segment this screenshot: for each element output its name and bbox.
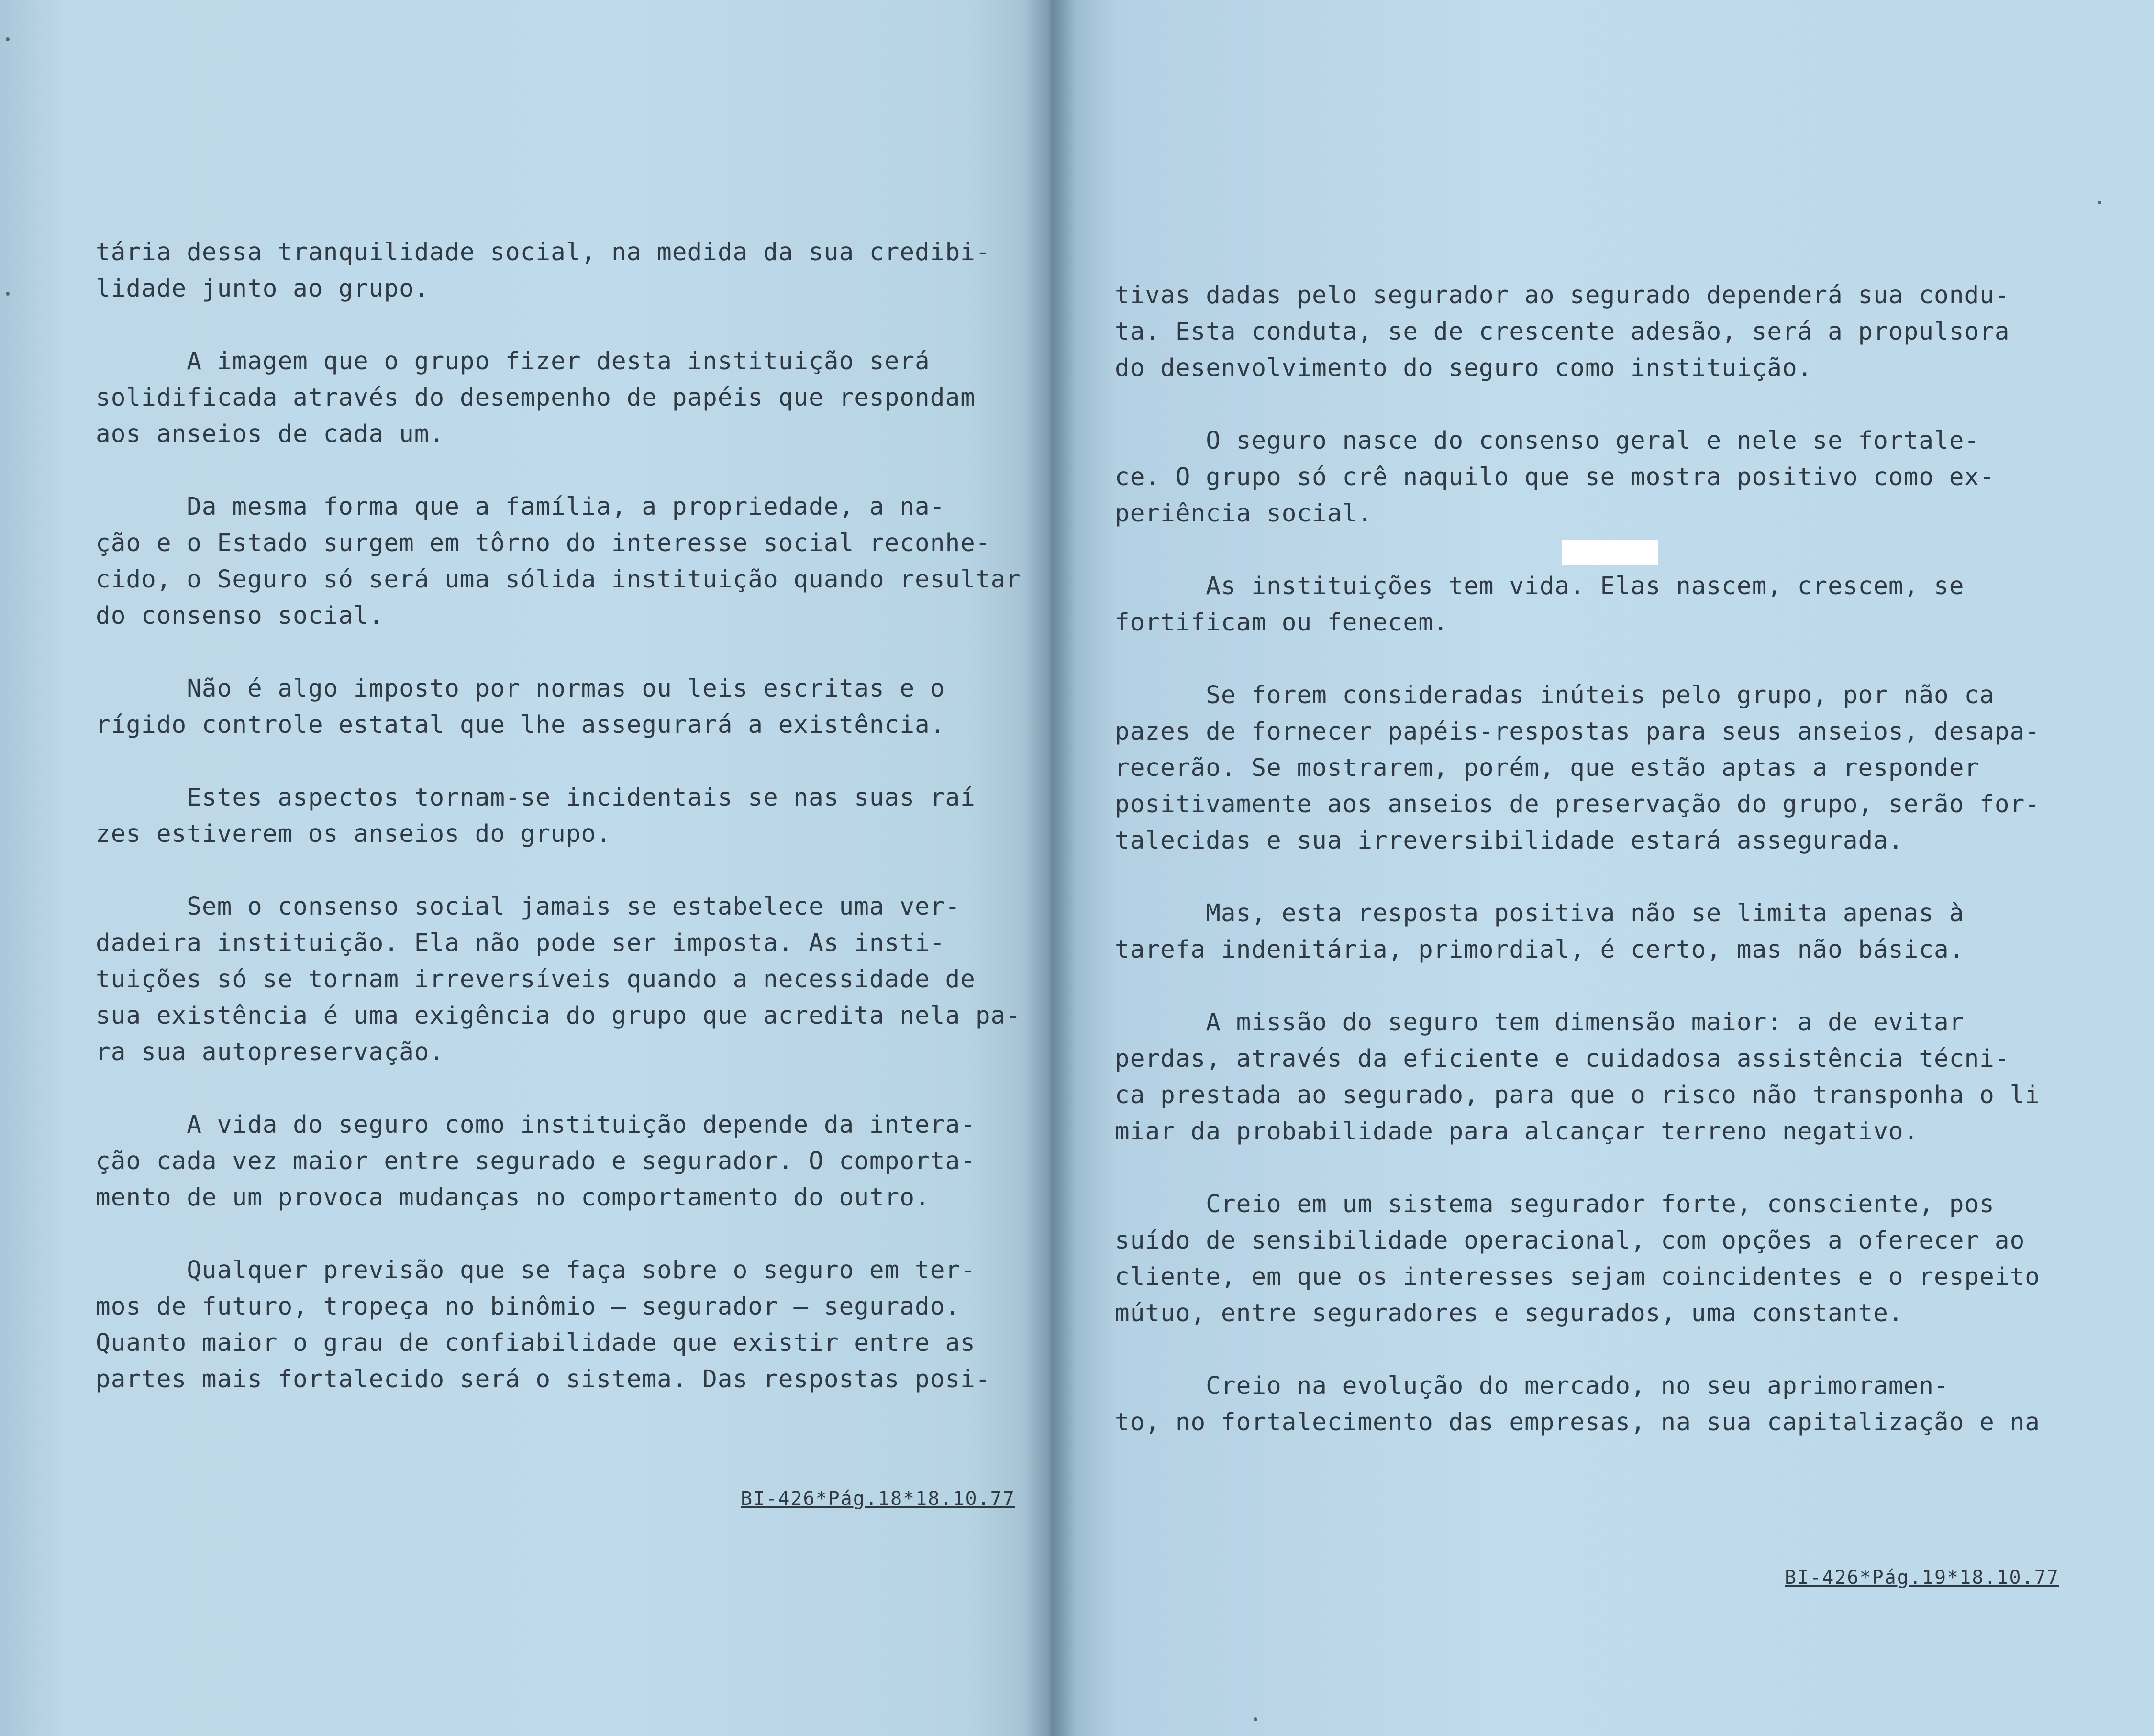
text-line: talecidas e sua irreversibilidade estará assegurada. <box>1115 827 1904 855</box>
text-line: Creio em um sistema segurador forte, consciente, pos <box>1115 1190 1995 1218</box>
text-line: tarefa indenitária, primordial, é certo, mas não básica. <box>1115 936 1965 964</box>
text-line: A missão do seguro tem dimensão maior: a de evitar <box>1115 1008 1965 1037</box>
right-page-text <box>1115 277 2038 1477</box>
text-line: zes estiverem os anseios do grupo. <box>96 820 611 848</box>
text-line: As instituições tem vida. Elas nascem, crescem, se <box>1115 572 1965 600</box>
text-line: solidificada através do desempenho de papéis que respondam <box>96 384 976 412</box>
text-line: tuições só se tornam irreversíveis quando a necessidade de <box>96 965 976 994</box>
text-line: Quanto maior o grau de confiabilidade que existir entre as <box>96 1329 976 1357</box>
text-line: Mas, esta resposta positiva não se limita apenas à <box>1115 899 1965 928</box>
text-line: mos de futuro, tropeça no binômio — segurador — segurado. <box>96 1293 961 1321</box>
text-line: Creio na evolução do mercado, no seu aprimoramen- <box>1115 1372 1949 1400</box>
text-line: Da mesma forma que a família, a propriedade, a na- <box>96 493 945 521</box>
text-line: ce. O grupo só crê naquilo que se mostra positivo como ex- <box>1115 463 1995 491</box>
text-line: partes mais fortalecido será o sistema. Das respostas posi- <box>96 1365 991 1393</box>
paragraph <box>96 343 1012 453</box>
text-line: fortificam ou fenecem. <box>1115 608 1449 637</box>
right-page-footer: BI-426*Pág.19*18.10.77 <box>1785 1567 2059 1589</box>
text-line: A imagem que o grupo fizer desta instituição será <box>96 347 930 376</box>
redaction-mark <box>1562 540 1658 565</box>
text-line: do desenvolvimento do seguro como instituição. <box>1115 354 1813 382</box>
paragraph <box>1115 896 2038 968</box>
paper-speck <box>6 37 10 41</box>
text-line: tária dessa tranquilidade social, na medida da sua credibi- <box>96 238 991 266</box>
text-line: lidade junto ao grupo. <box>96 275 430 303</box>
text-line: Não é algo imposto por normas ou leis escritas e o <box>96 674 945 703</box>
paragraph <box>1115 568 2038 641</box>
text-line: cliente, em que os interesses sejam coincidentes e o respeito <box>1115 1263 2040 1291</box>
text-line: do consenso social. <box>96 602 384 630</box>
left-page-footer: BI-426*Pág.18*18.10.77 <box>741 1488 1015 1510</box>
paragraph <box>96 671 1012 743</box>
paragraph <box>1115 1005 2038 1150</box>
text-line: suído de sensibilidade operacional, com opções a oferecer ao <box>1115 1227 2025 1255</box>
paper-speck <box>6 292 10 296</box>
paragraph <box>1115 1186 2038 1332</box>
text-line: pazes de fornecer papéis-respostas para seus anseios, desapa- <box>1115 718 2040 746</box>
paragraph <box>96 234 1012 307</box>
paragraph <box>1115 277 2038 387</box>
text-line: positivamente aos anseios de preservação do grupo, serão for- <box>1115 790 2040 818</box>
paragraph <box>96 1107 1012 1216</box>
text-line: sua existência é uma exigência do grupo que acredita nela pa- <box>96 1002 1021 1030</box>
text-line: O seguro nasce do consenso geral e nele se fortale- <box>1115 427 1980 455</box>
text-line: to, no fortalecimento das empresas, na sua capitalização e na <box>1115 1408 2040 1437</box>
paragraph <box>96 489 1021 634</box>
text-line: dadeira instituição. Ela não pode ser imposta. As insti- <box>96 929 945 957</box>
text-line: recerão. Se mostrarem, porém, que estão aptas a responder <box>1115 754 1980 782</box>
paragraph <box>1115 677 2038 859</box>
left-page-text <box>96 234 1021 1434</box>
paragraph <box>96 780 1012 852</box>
text-line: mento de um provoca mudanças no comportamento do outro. <box>96 1183 930 1212</box>
text-line: miar da probabilidade para alcançar terreno negativo. <box>1115 1117 1919 1146</box>
text-line: ca prestada ao segurado, para que o risco não transponha o li <box>1115 1081 2040 1109</box>
text-line: ta. Esta conduta, se de crescente adesão, será a propulsora <box>1115 318 2010 346</box>
paper-speck <box>1254 1717 1257 1721</box>
paragraph <box>1115 1368 2038 1441</box>
text-line: Estes aspectos tornam-se incidentais se nas suas raí <box>96 784 976 812</box>
paragraph <box>96 1252 1012 1398</box>
paper-speck <box>2098 201 2101 204</box>
paragraph <box>1115 423 2038 532</box>
text-line: cido, o Seguro só será uma sólida instituição quando resultar <box>96 565 1021 594</box>
text-line: Sem o consenso social jamais se estabelece uma ver- <box>96 893 961 921</box>
text-line: periência social. <box>1115 499 1373 528</box>
text-line: ção e o Estado surgem em tôrno do interesse social reconhe- <box>96 529 991 557</box>
text-line: Se forem consideradas inúteis pelo grupo, por não ca <box>1115 681 1995 709</box>
text-line: A vida do seguro como instituição depende da intera- <box>96 1111 976 1139</box>
text-line: rígido controle estatal que lhe assegurará a existência. <box>96 711 945 739</box>
text-line: tivas dadas pelo segurador ao segurado dependerá sua condu- <box>1115 281 2010 310</box>
text-line: ção cada vez maior entre segurado e segurador. O comporta- <box>96 1147 976 1175</box>
paragraph <box>96 889 1021 1071</box>
book-spine <box>1024 0 1077 1736</box>
text-line: perdas, através da eficiente e cuidadosa assistência técni- <box>1115 1045 2010 1073</box>
text-line: mútuo, entre seguradores e segurados, uma constante. <box>1115 1299 1904 1327</box>
text-line: aos anseios de cada um. <box>96 420 445 448</box>
text-line: Qualquer previsão que se faça sobre o seguro em ter- <box>96 1256 976 1284</box>
text-line: ra sua autopreservação. <box>96 1038 445 1066</box>
